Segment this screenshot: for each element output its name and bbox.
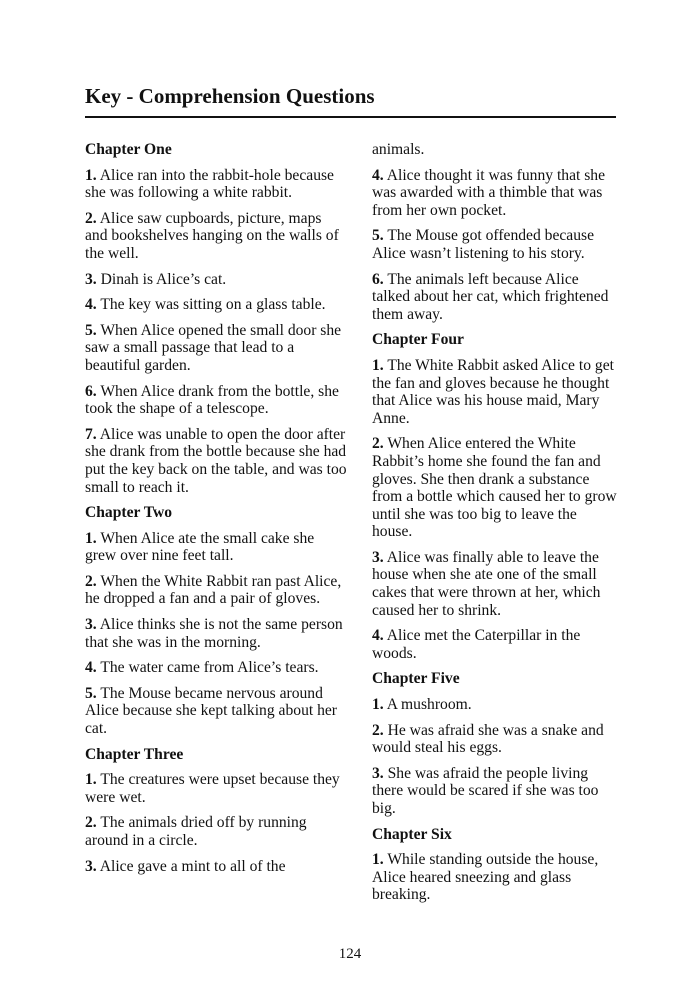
answer-item [372,167,620,220]
answer-item [85,858,347,876]
chapter-heading: Chapter Two [85,504,173,522]
answer-text: The water came from Alice’s tears. [96,659,319,677]
answer-number: 4. [372,166,384,184]
answer-number: 4. [372,627,384,645]
answer-number: 1. [372,356,384,374]
answer-number: 6. [372,270,384,288]
answer-item [372,271,620,324]
answer-text: When Alice entered the White Rabbit’s home she found the fan and gloves. She then drank a substance from a bottle which caused her to grow until she was too big to leave the house. [372,435,617,541]
answer-item [372,765,620,818]
answer-text: Alice gave a mint to all of the [96,857,286,875]
answer-text: Alice met the Caterpillar in the woods. [372,627,581,662]
answer-item [372,227,620,262]
chapter-heading: Chapter Five [372,670,460,688]
answer-item [372,851,620,904]
answer-text: He was afraid she was a snake and would steal his eggs. [372,721,604,757]
answer-item [372,722,620,757]
chapter-heading: Chapter Three [85,745,184,763]
answer-number: 4. [85,659,97,677]
answer-text: Alice was finally able to leave the house when she ate one of the small cakes that were thrown at her, which caused her to shrink. [372,548,601,619]
answer-number: 2. [372,721,384,739]
answer-number: 5. [85,321,97,339]
answer-number: 3. [372,764,384,782]
answer-number: 5. [372,227,384,245]
answer-text: Alice thought it was funny that she was awarded with a thimble that was from her own pocket. [372,166,606,219]
answer-item [372,549,620,619]
answer-number: 3. [85,616,97,634]
answer-text: The animals left because Alice talked about her cat, which frightened them away. [372,270,609,323]
answer-number: 3. [372,548,384,566]
answer-continuation: animals. [372,141,425,158]
answer-number: 2. [85,209,97,227]
answer-text: The Mouse got offended because Alice wasn’t listening to his story. [372,227,595,262]
answer-item [85,573,347,608]
answer-text: While standing outside the house, Alice heared sneezing and glass breaking. [372,851,599,904]
answer-item [85,659,347,677]
answer-text: Alice ran into the rabbit-hole because she was following a white rabbit. [85,166,334,202]
answer-number: 6. [85,382,97,400]
answer-number: 1. [85,529,97,547]
answer-number: 3. [85,857,97,875]
answer-text: The key was sitting on a glass table. [96,296,326,314]
answer-item [372,435,620,541]
answer-item [372,627,620,662]
answer-item [85,296,347,314]
left-column [85,141,347,883]
answer-text: When the White Rabbit ran past Alice, he dropped a fan and a pair of gloves. [85,572,342,608]
answer-text: Alice thinks she is not the same person that she was in the morning. [85,616,343,651]
answer-item [372,357,620,427]
answer-text: When Alice ate the small cake she grew over nine feet tall. [85,529,315,565]
answer-item [85,167,347,202]
answer-text: The White Rabbit asked Alice to get the fan and gloves because he thought that Alice was his house maid, Mary Anne. [372,356,614,427]
answer-number: 2. [372,435,384,453]
chapter-heading: Chapter One [85,141,172,158]
chapter-heading: Chapter Six [372,825,452,843]
answer-item [85,322,347,375]
answer-number: 1. [85,166,97,184]
answer-text: She was afraid the people living there would be scared if she was too big. [372,764,599,817]
answer-item [85,426,347,496]
answer-text: When Alice drank from the bottle, she took the shape of a telescope. [85,382,339,418]
answer-item [85,616,347,651]
answer-item [85,814,347,849]
answer-item [85,771,347,806]
answer-text: Alice was unable to open the door after she drank from the bottle because she had put the key back on the table, and was too small to reach it. [85,425,347,496]
answer-item [85,210,347,263]
answer-text: A mushroom. [383,696,472,714]
answer-number: 1. [372,851,384,869]
answer-item [85,685,347,738]
answer-item [85,530,347,565]
answer-number: 3. [85,270,97,288]
answer-number: 2. [85,814,97,832]
answer-text: The creatures were upset because they were wet. [85,771,340,806]
answer-number: 7. [85,425,97,443]
answer-text: The Mouse became nervous around Alice because she kept talking about her cat. [85,684,338,738]
answer-item [85,271,347,289]
chapter-heading: Chapter Four [372,331,464,349]
answer-number: 4. [85,296,97,314]
answer-number: 1. [372,696,384,714]
answer-number: 5. [85,684,97,702]
answer-text: Alice saw cupboards, picture, maps and bookshelves hanging on the walls of the well. [85,209,339,262]
page-number: 124 [338,946,362,962]
answer-number: 2. [85,572,97,590]
answer-text: The animals dried off by running around in a circle. [85,814,307,849]
answer-item [85,383,347,418]
answer-item [372,696,620,714]
answer-text: When Alice opened the small door she saw a small passage that lead to a beautiful garden. [85,321,342,374]
page-title: Key - Comprehension Questions [85,84,616,118]
answer-text: Dinah is Alice’s cat. [96,270,227,288]
right-column [372,141,620,912]
answer-number: 1. [85,771,97,789]
